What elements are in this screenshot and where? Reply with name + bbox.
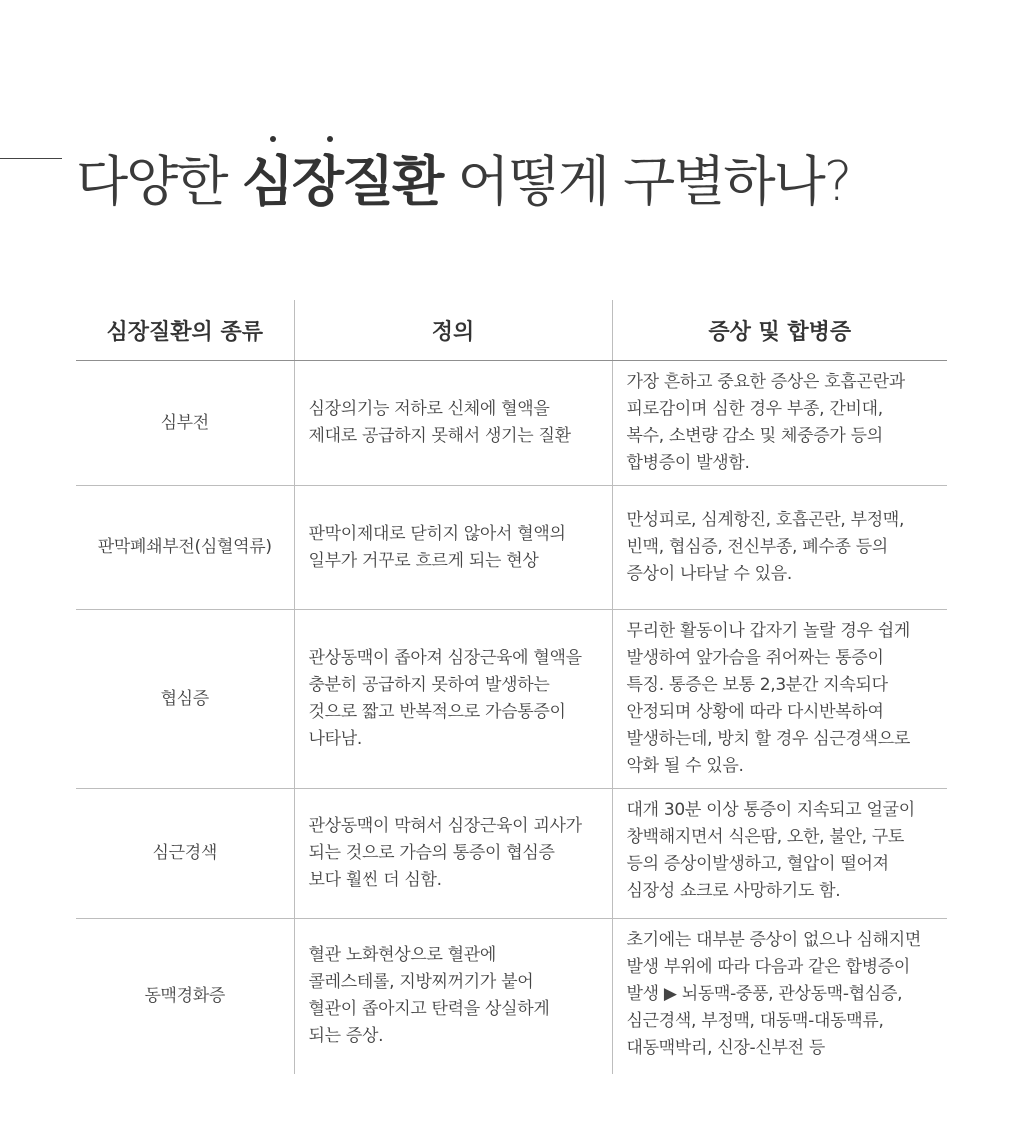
table-row <box>76 486 947 610</box>
disease-definition <box>294 610 612 789</box>
table-header-row <box>76 300 947 361</box>
disease-symptoms <box>612 919 947 1074</box>
disease-definition <box>294 919 612 1074</box>
title-pre: 다양한 <box>76 150 242 213</box>
header-type: 심장질환의 종류 <box>76 300 294 361</box>
table-row <box>76 610 947 789</box>
table-row <box>76 789 947 919</box>
disease-symptoms <box>612 789 947 919</box>
definition-text: 판막이제대로 닫히지 않아서 혈액의 일부가 거꾸로 흐르게 되는 현상 <box>308 523 566 571</box>
page-title <box>76 142 850 222</box>
disease-definition <box>294 361 612 486</box>
disease-definition <box>294 486 612 610</box>
disease-name: 동맥경화증 <box>144 985 226 1006</box>
symptoms-text: 무리한 활동이나 갑자기 놀랄 경우 쉽게 발생하여 앞가슴을 쥐어짜는 통증이 특징. 통증은 보통 2,3분간 지속되다 안정되며 상황에 따라 다시반복하여 발생하는데, 방치 할 경우 심근경색으로 악화 될 수 있음. <box>626 621 910 776</box>
disease-definition <box>294 789 612 919</box>
emphasis-dot <box>327 136 333 142</box>
disease-name: 심부전 <box>76 361 294 486</box>
title-post: 어떻게 구별하나? <box>442 150 851 213</box>
title-strong <box>242 150 443 213</box>
disease-symptoms <box>612 486 947 610</box>
header-symptoms: 증상 및 합병증 <box>612 300 947 361</box>
disease-symptoms <box>612 610 947 789</box>
table-row <box>76 919 947 1074</box>
definition-text: 관상동맥이 막혀서 심장근육이 괴사가 되는 것으로 가슴의 통증이 협심증 보다 훨씬 더 심함. <box>308 816 582 890</box>
definition-text: 심장의기능 저하로 신체에 혈액을 제대로 공급하지 못해서 생기는 질환 <box>308 399 571 446</box>
disease-name: 판막폐쇄부전(심혈역류) <box>76 486 294 610</box>
title-strong-text: 심장질환 <box>241 150 443 213</box>
title-rule <box>0 158 62 159</box>
definition-text: 혈관 노화현상으로 혈관에 콜레스테롤, 지방찌꺼기가 붙어 혈관이 좁아지고 탄력을 상실하게 되는 증상. <box>308 945 550 1047</box>
symptoms-text: 가장 흔하고 중요한 증상은 호흡곤란과 피로감이며 심한 경우 부종, 간비대, 복수, 소변량 감소 및 체중증가 등의 합병증이 발생함. <box>626 372 905 473</box>
heart-disease-table <box>76 300 947 1074</box>
table-row <box>76 361 947 486</box>
header-definition: 정의 <box>294 300 612 361</box>
definition-text: 관상동맥이 좁아져 심장근육에 혈액을 충분히 공급하지 못하여 발생하는 것으로 짧고 반복적으로 가슴통증이 나타남. <box>308 648 582 749</box>
disease-name: 협심증 <box>76 610 294 789</box>
symptoms-text: 초기에는 대부분 증상이 없으나 심해지면 발생 부위에 따라 다음과 같은 합병증이 발생 ▶ 뇌동맥-중풍, 관상동맥-협심증, 심근경색, 부정맥, 대동맥-대동맥류, 대동맥박리, 신장-신부전 등 <box>626 930 921 1058</box>
disease-symptoms <box>612 361 947 486</box>
emphasis-dot <box>270 136 276 142</box>
disease-name: 심근경색 <box>76 789 294 919</box>
symptoms-text: 만성피로, 심계항진, 호흡곤란, 부정맥, 빈맥, 협심증, 전신부종, 폐수종 등의 증상이 나타날 수 있음. <box>626 510 905 584</box>
symptoms-text: 대개 30분 이상 통증이 지속되고 얼굴이 창백해지면서 식은땀, 오한, 불안, 구토 등의 증상이발생하고, 혈압이 떨어져 심장성 쇼크로 사망하기도 함. <box>626 800 915 901</box>
